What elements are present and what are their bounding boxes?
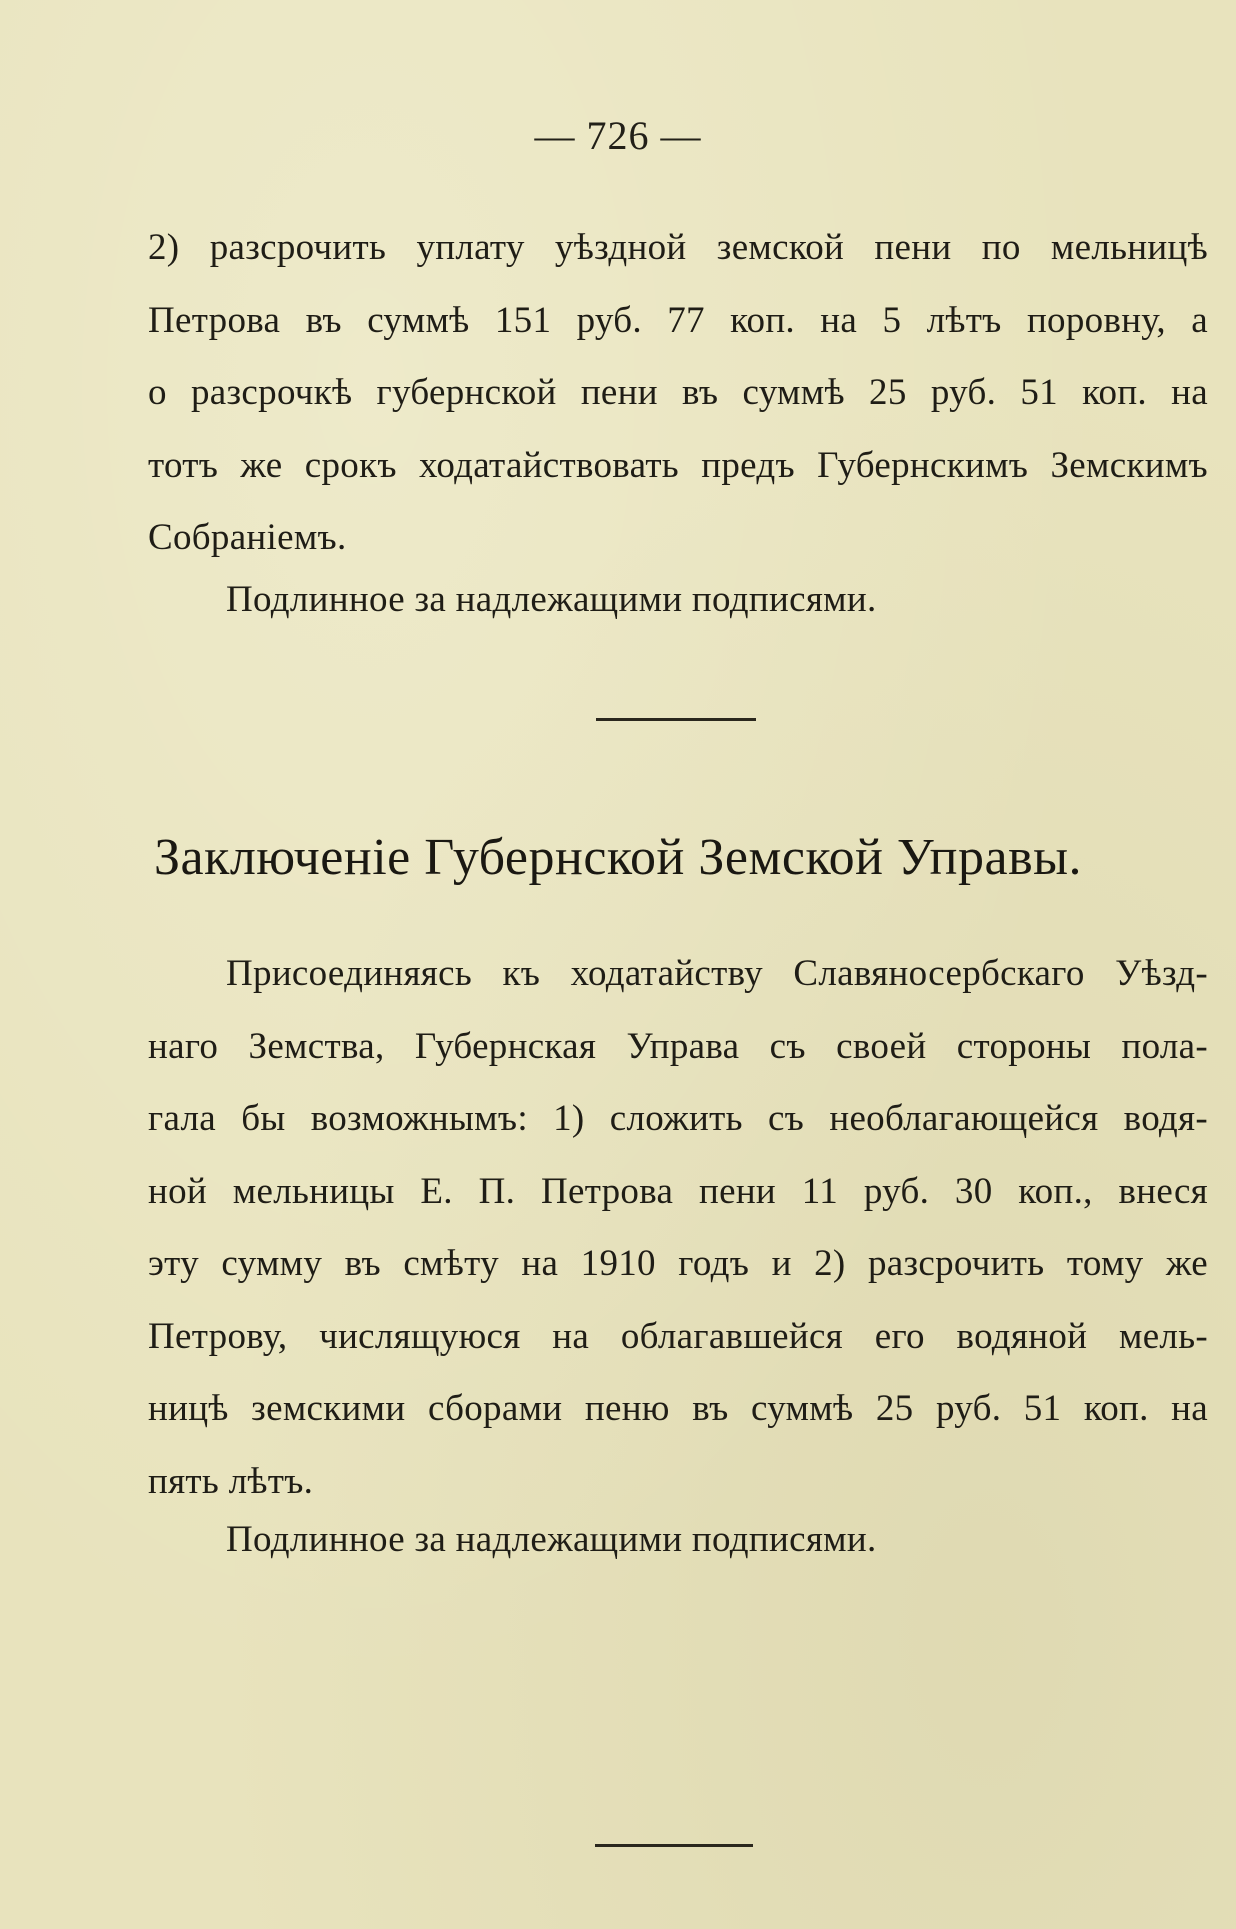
text-line: Собраніемъ. [148,517,347,558]
text-line: о разсрочкѣ губернской пени въ суммѣ 25 руб. 51 коп. на [148,372,1208,413]
paragraph-resolution [148,212,1208,575]
text-line: ницѣ земскими сборами пеню въ суммѣ 25 руб. 51 коп. на [148,1388,1208,1429]
text-line: тотъ же срокъ ходатайствовать предъ Губернскимъ Земскимъ [148,444,1208,486]
text-line: 2) разсрочить уплату уѣздной земской пени по мельницѣ [148,227,1208,268]
text-line: пять лѣтъ. [148,1460,314,1502]
text-line: ной мельницы Е. П. Петрова пени 11 руб. 30 коп., внеся [148,1170,1208,1212]
paragraph-conclusion [148,938,1208,1518]
signature-note: Подлинное за надлежащими подписями. [226,1519,877,1560]
text-line: гала бы возможнымъ: 1) сложить съ необлагающейся водя- [148,1098,1208,1139]
text-line: эту сумму въ смѣту на 1910 годъ и 2) разсрочить тому же [148,1243,1208,1284]
text-line: Петрова въ суммѣ 151 руб. 77 коп. на 5 лѣтъ поровну, а [148,299,1208,341]
page-end-divider [595,1844,753,1847]
text-line: Присоединяясь къ ходатайству Славяносербскаго Уѣзд- [226,953,1208,994]
text-line: наго Земства, Губернская Управа съ своей стороны пола- [148,1025,1208,1067]
signature-note: Подлинное за надлежащими подписями. [226,579,877,620]
section-heading: Заключеніе Губернской Земской Управы. [153,829,1083,886]
section-divider [596,718,756,721]
text-line: Петрову, числящуюся на облагавшейся его водяной мель- [148,1315,1208,1357]
page-number: — 726 — [534,113,702,158]
